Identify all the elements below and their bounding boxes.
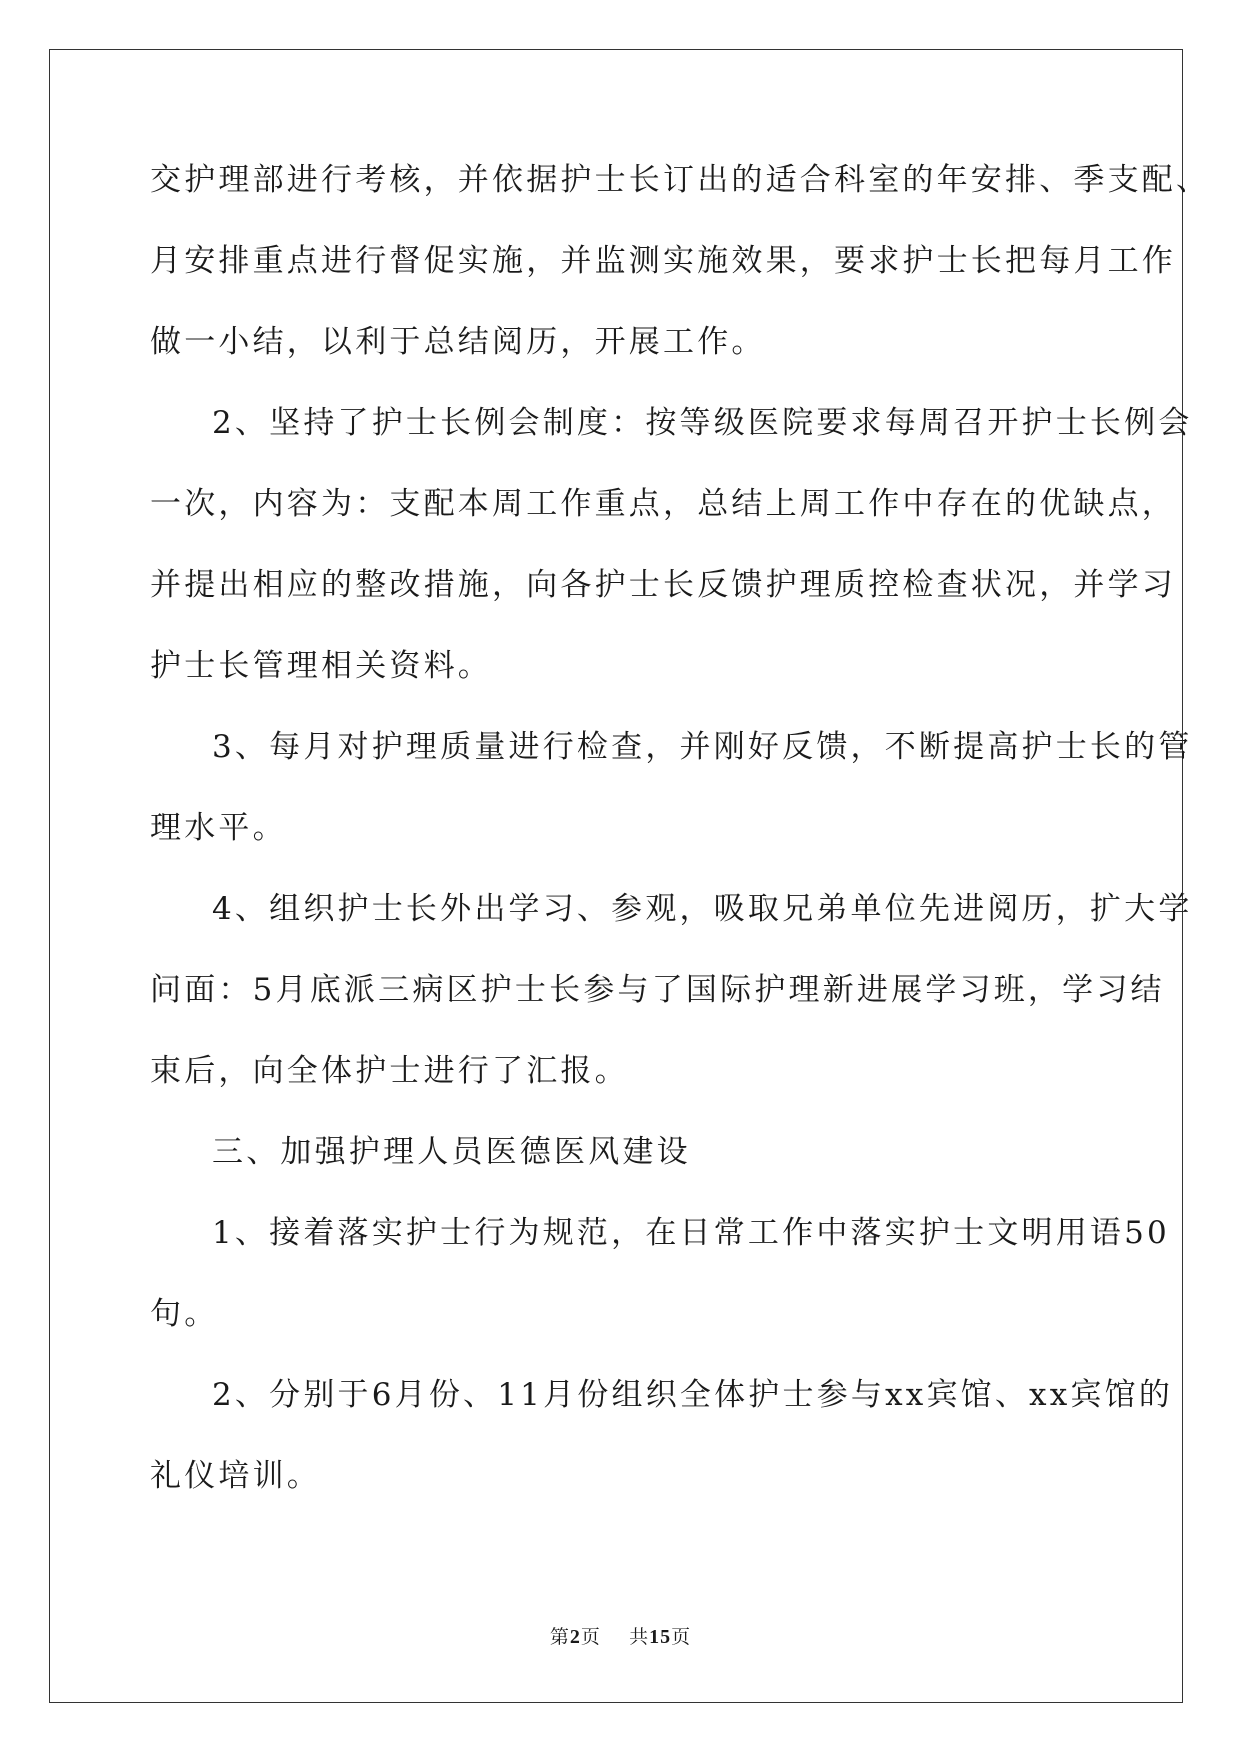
text-line: 句。 xyxy=(150,1296,219,1332)
text-line: 做一小结，以利于总结阅历，开展工作。 xyxy=(150,324,766,360)
paragraph-start: 2、坚持了护士长例会制度：按等级医院要求每周召开护士长例会 xyxy=(212,405,1193,441)
total-pages: 15 xyxy=(649,1626,672,1648)
total-prefix: 共 xyxy=(629,1626,650,1648)
document-body xyxy=(150,158,1211,1535)
total-suffix: 页 xyxy=(671,1626,692,1648)
page-footer xyxy=(0,1622,1241,1649)
paragraph-start: 2、分别于6月份、11月份组织全体护士参与xx宾馆、xx宾馆的 xyxy=(212,1377,1174,1413)
text-line: 交护理部进行考核，并依据护士长订出的适合科室的年安排、季支配、 xyxy=(150,162,1211,198)
text-line: 月安排重点进行督促实施，并监测实施效果，要求护士长把每月工作 xyxy=(150,243,1176,279)
page-number: 2 xyxy=(569,1626,581,1648)
paragraph-start: 3、每月对护理质量进行检查，并刚好反馈，不断提高护士长的管 xyxy=(212,729,1193,765)
page-prefix: 第 xyxy=(549,1626,570,1648)
paragraph-start: 1、接着落实护士行为规范，在日常工作中落实护士文明用语50 xyxy=(212,1215,1170,1251)
text-line: 束后，向全体护士进行了汇报。 xyxy=(150,1053,629,1089)
text-line: 护士长管理相关资料。 xyxy=(150,648,492,684)
text-line: 并提出相应的整改措施，向各护士长反馈护理质控检查状况，并学习 xyxy=(150,567,1176,603)
paragraph-start: 4、组织护士长外出学习、参观，吸取兄弟单位先进阅历，扩大学 xyxy=(212,891,1193,927)
text-line: 礼仪培训。 xyxy=(150,1458,321,1494)
section-heading: 三、加强护理人员医德医风建设 xyxy=(212,1134,691,1170)
text-line: 问面：5月底派三病区护士长参与了国际护理新进展学习班，学习结 xyxy=(150,972,1165,1008)
page-suffix: 页 xyxy=(580,1626,601,1648)
text-line: 一次，内容为：支配本周工作重点，总结上周工作中存在的优缺点， xyxy=(150,486,1176,522)
text-line: 理水平。 xyxy=(150,810,287,846)
